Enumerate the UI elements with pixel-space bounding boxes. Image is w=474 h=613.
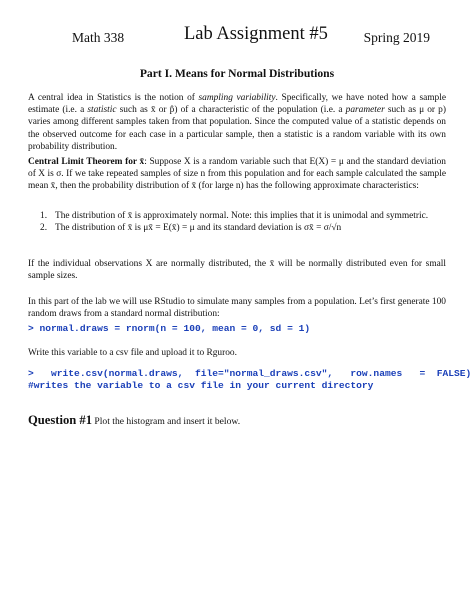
question-text: Plot the histogram and insert it below. [92,416,241,427]
list-item-number: 1. [40,211,48,221]
intro-term-statistic: statistic [87,105,117,116]
code-write-csv: > write.csv(normal.draws, file="normal_draws.csv", row.names = FALSE) [28,368,472,379]
list-item [28,210,446,222]
clt-paragraph [28,156,446,193]
intro-term-parameter: parameter [345,105,385,116]
question-label: Question #1 [28,413,93,427]
intro-term-sampling-variability: sampling variability [198,93,276,103]
assignment-title: Lab Assignment #5 [184,24,328,44]
code-comment: #writes the variable to a csv file in your current directory [28,380,374,391]
section-title: Part I. Means for Normal Distributions [139,67,335,80]
intro-paragraph [28,92,446,153]
list-item [28,222,446,234]
intro-text-3: such as x̄ or p̂) of a characteristic of the population (i.e. a [116,105,346,116]
intro-text-2: . Specifically, we have noted how a sample estimate (i.e. a [28,93,446,116]
write-csv-instruction: Write this variable to a csv file and upload it to Rguroo. [28,348,237,358]
course-name: Math 338 [72,30,125,45]
list-item-text: The distribution of x̄ is approximately normal. Note: this implies that it is unimodal and symmetric. [55,211,429,221]
term-label: Spring 2019 [363,30,430,45]
normal-note-paragraph: If the individual observations X are normally distributed, the x̄ will be normally distributed even for small sample sizes. [28,259,446,282]
list-item-number: 2. [40,223,48,234]
list-item-text: The distribution of x̄ is μx̄ = E(x̄) = μ and its standard deviation is σx̄ = σ/√n [55,223,342,234]
clt-text: : Suppose X is a random variable such that E(X) = μ and the standard deviation of X is σ. If we take repeated samples of size n from this population and for each sample calculated the sample mean x̄, then the probability distribution of x̄ (for large n) has the following approximate characteristics: [28,157,446,192]
clt-characteristics-list [28,210,446,234]
intro-text-1: A central idea in Statistics is the notion of [28,93,199,103]
rstudio-intro-paragraph: In this part of the lab we will use RStudio to simulate many samples from a population. Let’s first generate 100 random draws from a standard normal distribution: [28,297,446,320]
document-header [72,24,430,50]
question-1 [28,414,240,428]
clt-label: Central Limit Theorem for x̄ [28,157,145,167]
code-rnorm: > normal.draws = rnorm(n = 100, mean = 0, sd = 1) [28,323,311,334]
intro-text-4: such as μ or p) varies among different samples taken from that population. Since the computed value of a statistic depends on the observed outcome for each case in a particular sample, then a statistic is a random variable with its own probability distribution. [28,105,446,152]
